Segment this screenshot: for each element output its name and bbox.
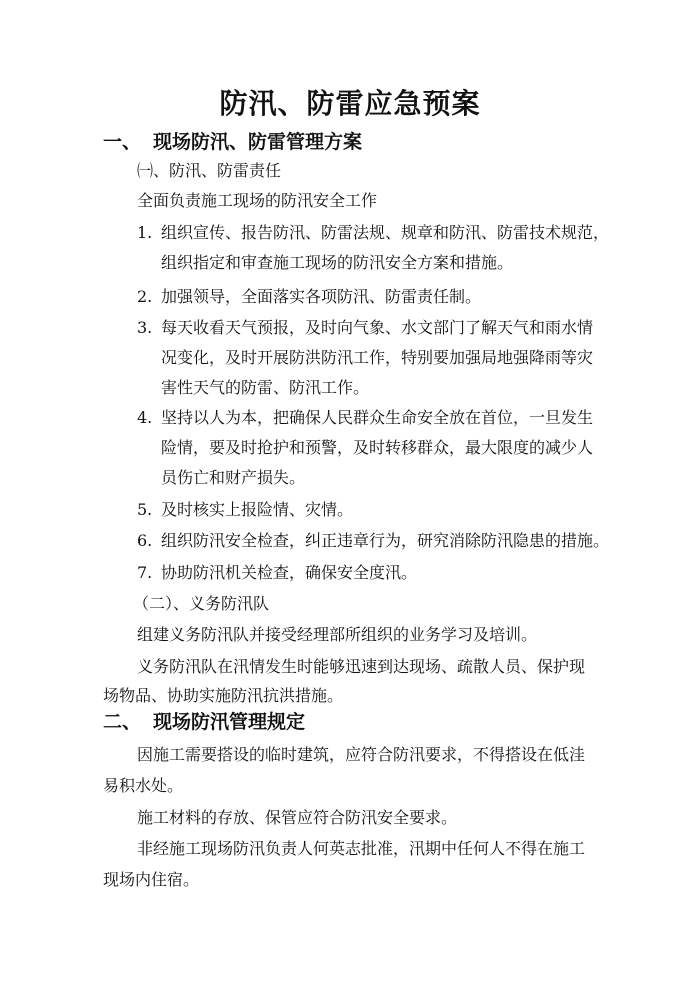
intro-line: 全面负责施工现场的防汛安全工作 — [137, 191, 378, 210]
section-1-number: 一、 — [103, 131, 142, 153]
paragraph: 非经施工现场防汛负责人何英志批准，汛期中任何人不得在施工 — [137, 839, 586, 858]
paragraph-continuation: 现场内住宿。 — [103, 870, 200, 889]
list-item-number: 1. — [137, 223, 153, 242]
subsection-1-heading: ㈠、防汛、防雷责任 — [137, 161, 282, 180]
paragraph-continuation: 易积水处。 — [103, 776, 184, 795]
section-1-heading — [103, 127, 362, 157]
section-2-number: 二、 — [103, 711, 142, 733]
paragraph: 因施工需要搭设的临时建筑，应符合防汛要求，不得搭设在低洼 — [137, 745, 586, 764]
list-item-text: 坚持以人为本，把确保人民群众生命安全放在首位，一旦发生 — [161, 408, 594, 427]
paragraph-continuation: 场物品、协助实施防汛抗洪措施。 — [103, 686, 344, 705]
paragraph: 组建义务防汛队并接受经理部所组织的业务学习及培训。 — [137, 625, 538, 644]
paragraph: 义务防汛队在汛情发生时能够迅速到达现场、疏散人员、保护现 — [137, 657, 586, 676]
list-item-text: 加强领导，全面落实各项防汛、防雷责任制。 — [161, 287, 482, 306]
paragraph: 施工材料的存放、保管应符合防汛安全要求。 — [137, 808, 458, 827]
list-item-continuation: 组织指定和审查施工现场的防汛安全方案和措施。 — [161, 253, 514, 272]
list-item-number: 6. — [137, 531, 153, 550]
list-item-number: 4. — [137, 408, 153, 427]
list-item-text: 组织宣传、报告防汛、防雷法规、规章和防汛、防雷技术规范， — [161, 223, 610, 242]
section-2-heading — [103, 707, 305, 737]
list-item-text: 组织防汛安全检查，纠正违章行为，研究消除防汛隐患的措施。 — [161, 531, 610, 550]
section-1-title: 现场防汛、防雷管理方案 — [153, 131, 363, 153]
document-title: 防汛、防雷应急预案 — [219, 87, 481, 120]
list-item-number: 3. — [137, 318, 153, 337]
list-item-continuation: 害性天气的防雷、防汛工作。 — [161, 378, 370, 397]
section-2-title: 现场防汛管理规定 — [153, 711, 306, 733]
list-item-text: 协助防汛机关检查，确保安全度汛。 — [161, 563, 418, 582]
list-item-continuation: 员伤亡和财产损失。 — [161, 468, 306, 487]
subsection-2-heading: （二）、义务防汛队 — [133, 594, 270, 613]
list-item-continuation: 况变化，及时开展防洪防汛工作，特别要加强局地强降雨等灾 — [161, 348, 594, 367]
list-item-text: 每天收看天气预报，及时向气象、水文部门了解天气和雨水情 — [161, 318, 594, 337]
list-item-number: 2. — [137, 287, 153, 306]
list-item-number: 5. — [137, 500, 153, 519]
list-item-number: 7. — [137, 563, 153, 582]
list-item-continuation: 险情，要及时抢护和预警，及时转移群众，最大限度的减少人 — [161, 438, 594, 457]
list-item-text: 及时核实上报险情、灾情。 — [161, 500, 354, 519]
